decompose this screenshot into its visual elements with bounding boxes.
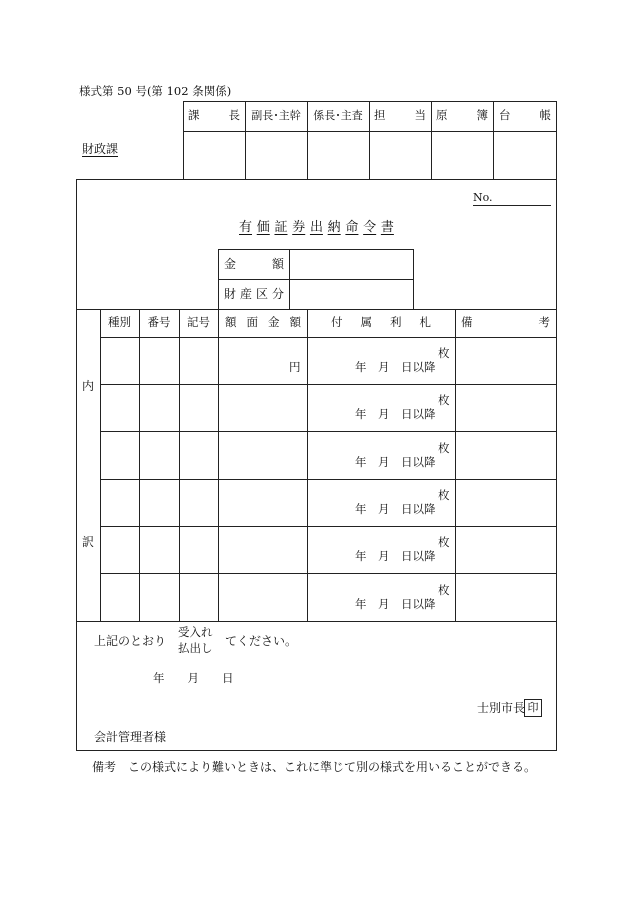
table-vline-4 [307, 309, 308, 621]
table-vline-side [100, 309, 101, 621]
row-date: 年 月 日以降 [355, 455, 436, 469]
approval-header-kakaricho: 係長･主査 [313, 109, 363, 122]
department-label: 財政課 [82, 142, 119, 156]
instruction-suffix: てください。 [225, 634, 298, 648]
table-vline-5 [455, 309, 456, 621]
amount-box-top [218, 249, 414, 250]
table-vline-2 [179, 309, 180, 621]
amount-label: 金 額 [224, 257, 284, 271]
row-date: 年 月 日以降 [355, 549, 436, 563]
row-count: 枚 [438, 488, 450, 502]
table-row-line-2 [100, 431, 557, 432]
no-label: No. [473, 191, 493, 204]
row-count: 枚 [438, 346, 450, 360]
side-label-top: 内 [82, 379, 95, 393]
main-right-line [556, 179, 557, 751]
amount-box-right [413, 249, 414, 309]
table-bottom-line [76, 621, 557, 622]
table-vline-3 [218, 309, 219, 621]
instruction-option-receive: 受入れ [178, 625, 213, 639]
approval-header-fukucho: 副長･主幹 [251, 109, 301, 122]
row-count: 枚 [438, 535, 450, 549]
main-left-line [76, 179, 77, 751]
no-underline [473, 205, 551, 206]
date-line: 年 月 日 [153, 671, 234, 685]
approval-vline-6 [556, 101, 557, 179]
row-date: 年 月 日以降 [355, 407, 436, 421]
col-header-symbol: 記号 [187, 315, 210, 329]
row-yen: 円 [289, 360, 301, 374]
approval-vline-4 [431, 101, 432, 179]
footnote: 備考 この様式により難いときは、これに準じて別の様式を用いることができる。 [92, 760, 537, 774]
amount-box-mid [218, 279, 414, 280]
col-header-type: 種別 [108, 315, 131, 329]
side-label-bottom: 訳 [82, 535, 95, 549]
seal-box: 印 [524, 699, 542, 717]
main-bottom-line [76, 750, 557, 751]
amount-box-divider [289, 249, 290, 309]
form-number: 様式第 50 号(第 102 条関係) [79, 84, 232, 98]
col-header-coupon: 付 属 利 札 [331, 315, 431, 329]
approval-vline-3 [369, 101, 370, 179]
table-row-line-4 [100, 526, 557, 527]
row-date: 年 月 日以降 [355, 502, 436, 516]
col-header-remarks: 備 考 [461, 315, 550, 329]
addressee: 会計管理者様 [94, 730, 167, 744]
property-label: 財 産 区 分 [224, 287, 284, 301]
approval-header-daicho: 台 帳 [499, 108, 551, 122]
main-top-line [76, 179, 557, 180]
approval-vline-5 [493, 101, 494, 179]
row-count: 枚 [438, 441, 450, 455]
table-header-line [100, 337, 557, 338]
document-title: 有 価 証 券 出 納 命 令 書 [239, 220, 394, 235]
col-header-face-value: 額 面 金 額 [225, 315, 301, 329]
row-count: 枚 [438, 393, 450, 407]
table-row-line-1 [100, 384, 557, 385]
table-row-line-5 [100, 573, 557, 574]
approval-header-kacho: 課 長 [188, 108, 240, 122]
amount-box-left [218, 249, 219, 309]
approval-vline-0 [183, 101, 184, 179]
approval-header-genbo: 原 簿 [436, 108, 488, 122]
instruction-option-pay: 払出し [178, 641, 213, 655]
instruction-prefix: 上記のとおり [94, 634, 167, 648]
table-vline-1 [139, 309, 140, 621]
table-top-line [76, 309, 557, 310]
row-date: 年 月 日以降 [355, 360, 436, 374]
col-header-number: 番号 [147, 315, 171, 329]
row-count: 枚 [438, 583, 450, 597]
approval-mid-line [183, 131, 557, 132]
signer: 士別市長 [477, 701, 526, 715]
table-row-line-3 [100, 479, 557, 480]
approval-header-tanto: 担 当 [374, 108, 426, 122]
row-date: 年 月 日以降 [355, 597, 436, 611]
approval-top-line [183, 101, 557, 102]
